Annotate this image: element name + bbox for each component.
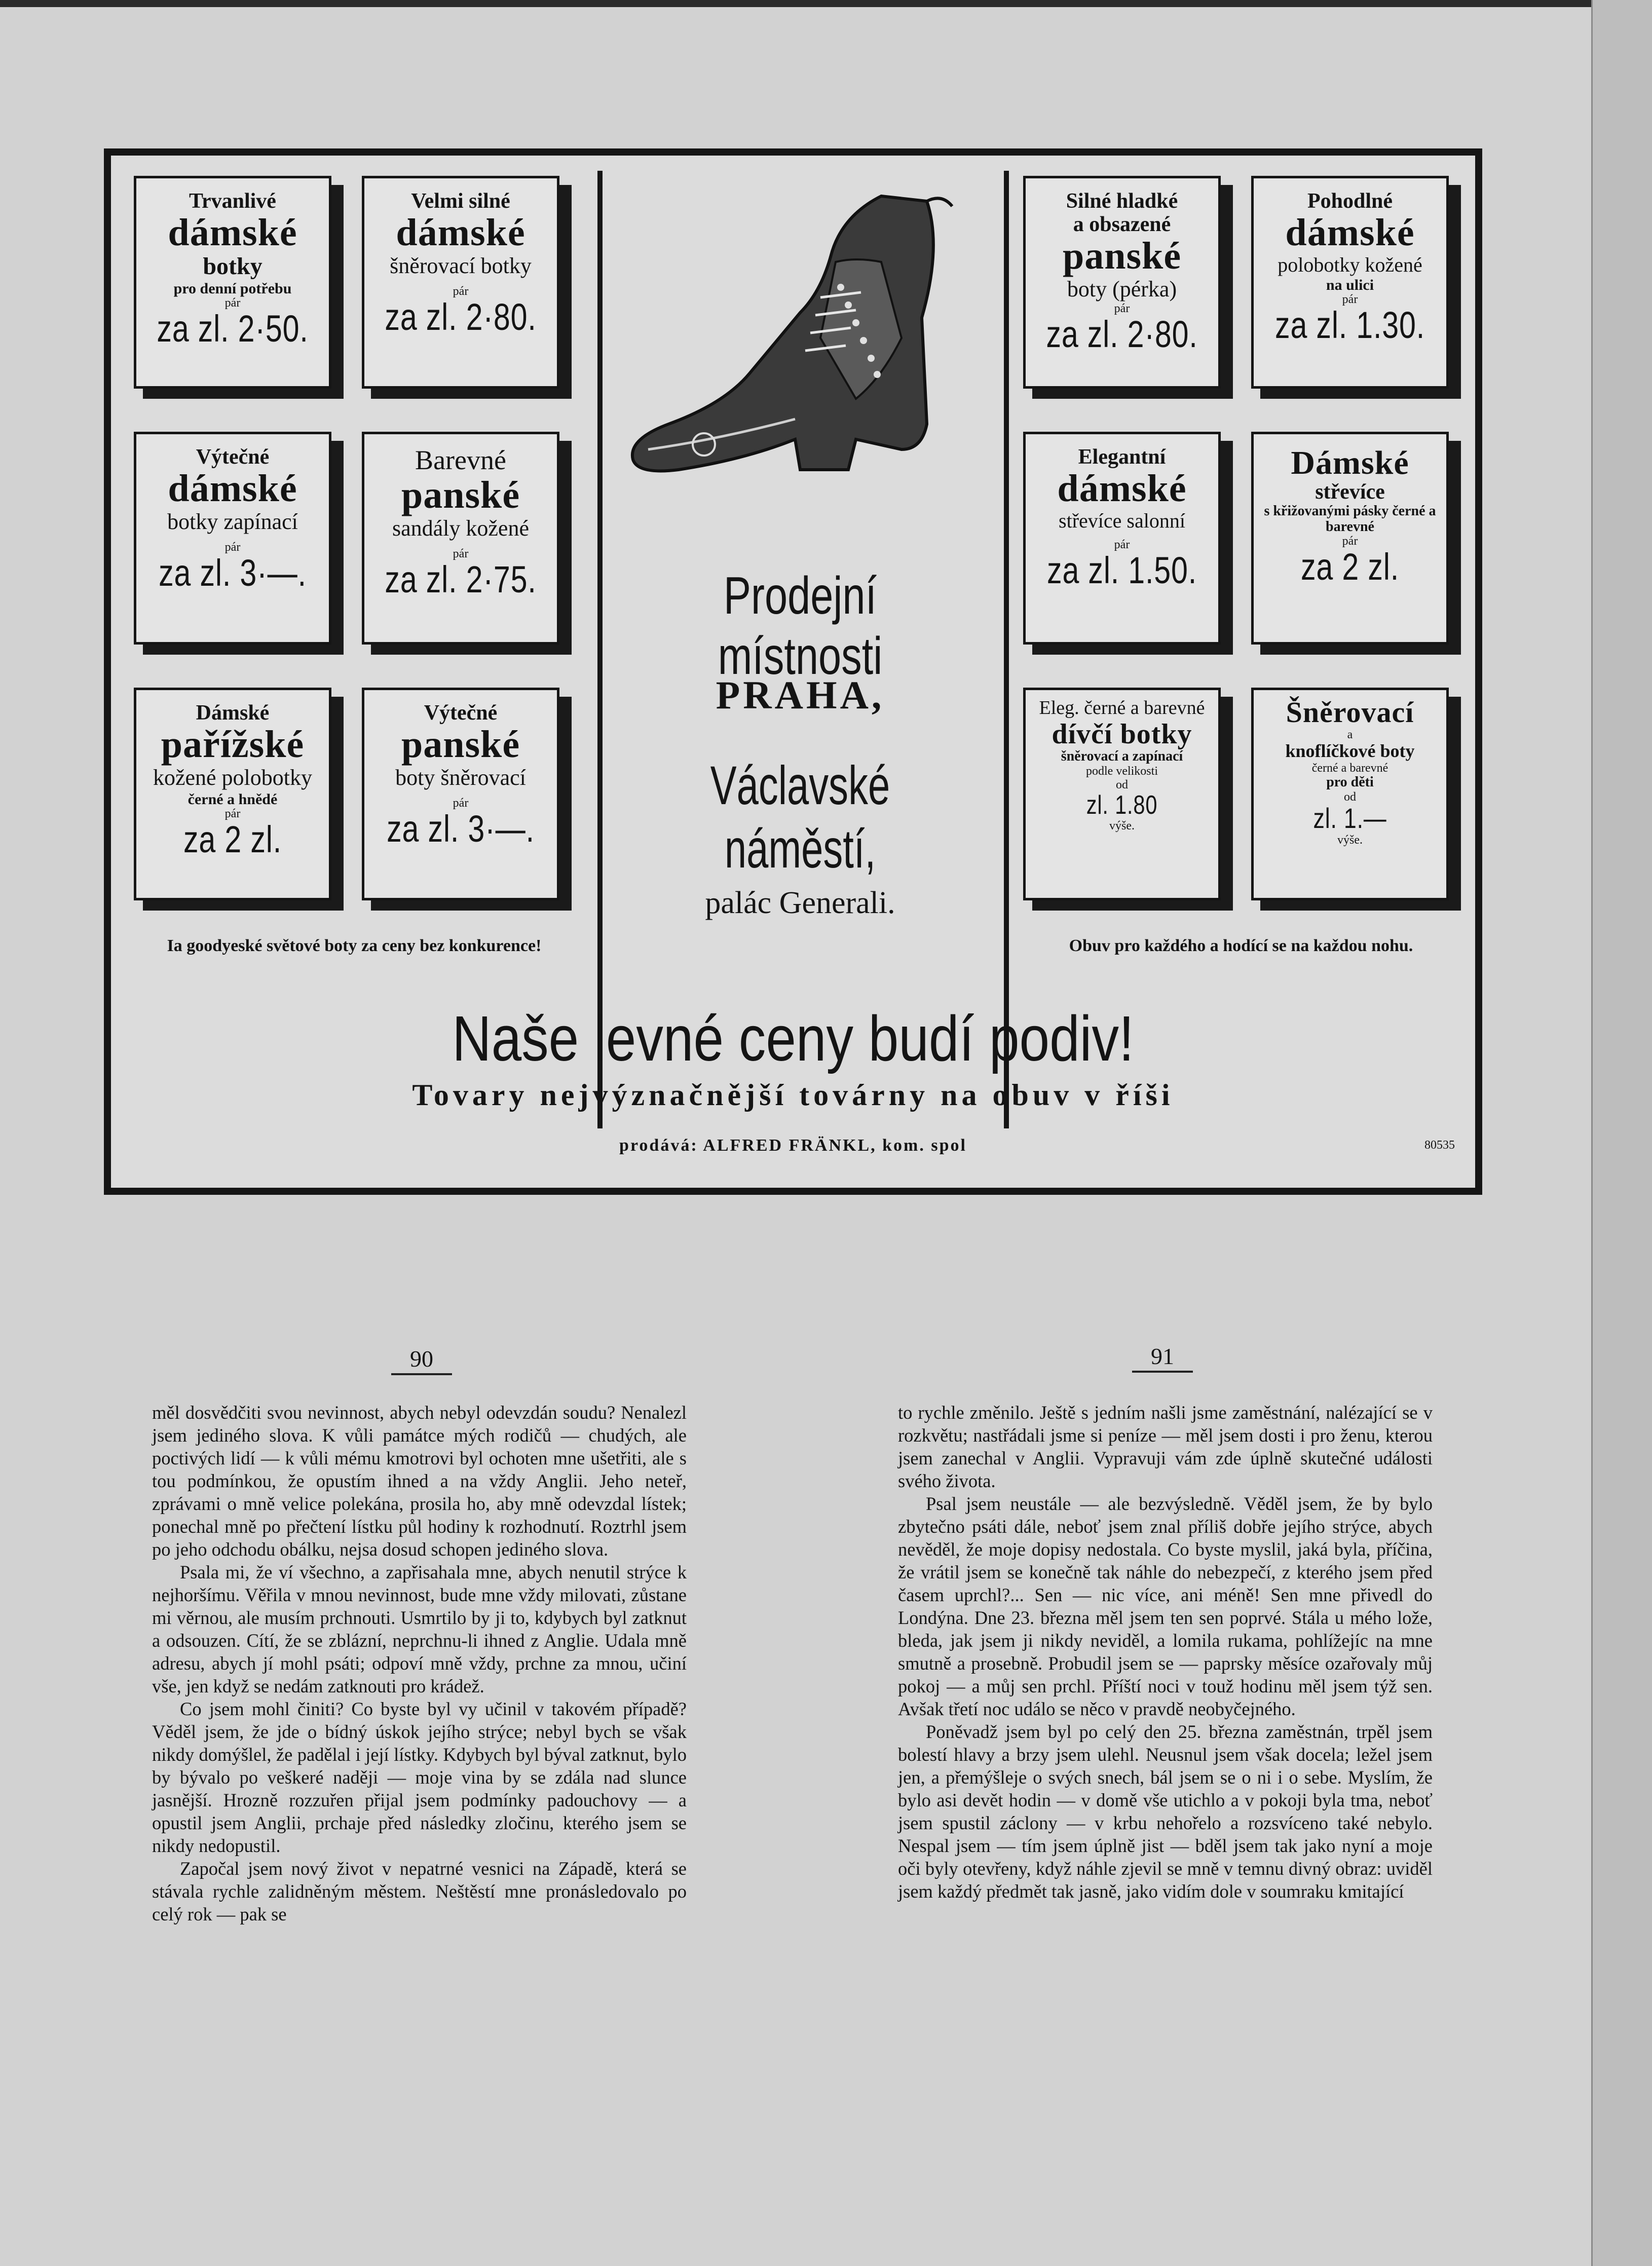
box-line: sandály kožené: [392, 516, 529, 541]
box-line: Trvanlivé: [189, 190, 276, 213]
box-headline: dámské: [1285, 211, 1415, 254]
page-left-text: [152, 1401, 687, 1925]
ad-box: [362, 432, 571, 655]
box-price: zl. 1.80: [1086, 790, 1158, 820]
box-line: pro denní potřebu: [173, 280, 292, 297]
ad-separator-left: [597, 171, 603, 1128]
paragraph: měl dosvědčiti svou nevinnost, abych nebyl odevzdán soudu? Nenalezl jsem jediného slova. K vůli památce mých rodičů — chudých, ale poctivých lidí — k vůli mému kmotrovi byl ochoten mne ušetřiti, ale s tou podmínkou, že opustím ihned a na vždy Anglii. Jeho neteř, zprávami o mně velice polekána, prosila ho, aby mně odevzdal lístek; ponechal mně po přečtení lístku půl hodiny k rozhodnutí. Roztrhl jsem po jeho odchodu obálku, nejsa dosud schopen jediného slova.: [152, 1402, 687, 1560]
page-number-right: 91: [1151, 1343, 1174, 1369]
box-line: Dámské: [196, 701, 270, 725]
ad-box: [1023, 688, 1232, 911]
box-price: za zl. 2·75.: [385, 558, 537, 600]
box-line: Elegantní: [1078, 445, 1166, 469]
box-line: od: [1116, 778, 1128, 791]
box-line: Velmi silné: [411, 190, 510, 213]
box-line: Eleg. černé a barevné: [1039, 697, 1205, 719]
ad-factory-line: Tovary nejvýznačnější továrny na obuv v říši: [412, 1078, 1174, 1112]
box-price: za zl. 2·50.: [157, 307, 309, 350]
shop-street: Václavské náměstí,: [710, 754, 890, 879]
box-headline: Dámské: [1291, 444, 1409, 481]
box-unit: pár: [453, 547, 469, 560]
box-unit: pár: [224, 540, 241, 554]
box-line: knoflíčkové boty: [1285, 741, 1415, 762]
box-headline: panské: [1062, 235, 1182, 278]
box-headline: panské: [401, 474, 520, 517]
box-line: střevíce salonní: [1059, 509, 1185, 532]
box-line: výše.: [1337, 834, 1363, 847]
box-headline: panské: [401, 723, 520, 766]
box-price: za 2 zl.: [1301, 546, 1399, 588]
paragraph: Psala mi, že ví všechno, a zapřisahala mne, abych nenutil strýce k nejhoršímu. Věřila v mnou nevinnost, bude mne vždy milovati, zůstane mi věrnou, ale musím prchnouti. Usmrtilo by ji to, kdybych byl zatknut a odsouzen. Cítí, že se zblázní, neprchnu-li ihned z Anglie. Udala mně adresu, abych jí mohl psáti; odpoví mně vždy, prchne za mnou, učiní vše, jen když se nedám zatknouti pro krádež.: [152, 1562, 687, 1696]
ad-seller-line: prodává: ALFRED FRÄNKL, kom. spol: [619, 1136, 967, 1155]
box-unit: pár: [1342, 535, 1358, 548]
box-line: s křižovanými pásky černé a barevné: [1264, 503, 1436, 535]
box-price: za zl. 3·—.: [387, 807, 535, 850]
scan-right-margin: [1591, 0, 1652, 2266]
box-headline: dámské: [396, 211, 525, 254]
box-price: zl. 1.—: [1313, 802, 1387, 835]
box-line: šněrovací botky: [390, 253, 532, 278]
box-headline: pařížské: [161, 723, 305, 766]
box-line: botky: [203, 252, 262, 280]
box-line: polobotky kožené: [1278, 253, 1422, 276]
box-unit: pár: [1114, 538, 1130, 551]
box-unit: pár: [1114, 301, 1130, 315]
box-price: za zl. 1.50.: [1047, 549, 1197, 591]
shop-heading: Prodejní místnosti: [718, 566, 883, 686]
box-line: boty (pérka): [1067, 277, 1177, 302]
box-line: na ulici: [1326, 276, 1374, 293]
notice-right: Obuv pro každého a hodící se na každou nohu.: [1069, 936, 1413, 955]
page-right-text: [898, 1401, 1433, 1903]
page-number-left: 90: [410, 1346, 433, 1372]
box-headline: dívčí botky: [1052, 718, 1192, 750]
box-price: za zl. 2·80.: [385, 295, 537, 338]
ad-box: [1251, 432, 1460, 655]
box-headline: Šněrovací: [1286, 696, 1414, 729]
ad-box: [134, 176, 343, 399]
ad-box: [1251, 688, 1460, 911]
box-line: černé a barevné: [1311, 761, 1388, 775]
ad-number: 80535: [1424, 1139, 1455, 1152]
box-line: Barevné: [415, 445, 506, 475]
paragraph: Psal jsem neustále — ale bezvýsledně. Věděl jsem, že by bylo zbytečno psáti dále, neboť jsem znal příliš dobře jejího strýce, abych nevěděl, že moje dopisy nedostala. Co byste myslil, jaká byla, příčina, že vrátil jsem se konečně tak náhle do nebezpečí, z kterého jsem před časem uprchl?... Sen — nic více, ani méně! Sen mne přivedl do Londýna. Dne 23. března měl jsem ten sen poprvé. Stála u mého lože, bleda, jak jsem ji nikdy neviděl, a lomila rukama, pohlížejíc na mne smutně a prosebně. Probudil jsem se — paprsky měsíce ozařovaly můj pokoj — a můj sen prchl. Příští noci v touž hodinu měl jsem týž sen. Avšak třetí noc událo se něco v pravdě neobyčejného.: [898, 1493, 1433, 1719]
box-line: střevíce: [1315, 480, 1385, 504]
shop-city: PRAHA,: [716, 673, 885, 717]
box-headline: dámské: [168, 211, 297, 254]
box-unit: pár: [224, 296, 241, 310]
ad-box: [1251, 176, 1460, 399]
box-line: Výtečné: [424, 701, 498, 725]
scan-top-edge: [0, 0, 1591, 7]
notice-left: Ia goodyeské světové boty za ceny bez konkurence!: [167, 936, 542, 955]
ad-box: [362, 176, 571, 399]
box-line: botky zapínací: [167, 509, 298, 534]
ad-box: [1023, 176, 1232, 399]
ad-box: [1023, 432, 1232, 655]
ad-box: [362, 688, 571, 911]
box-line: černé a hnědé: [187, 790, 278, 808]
box-price: za zl. 3·—.: [159, 551, 307, 594]
shoe-illustration-icon: [618, 186, 983, 531]
page-number-rule: [391, 1373, 452, 1375]
box-price: za 2 zl.: [183, 818, 282, 860]
box-line: kožené polobotky: [153, 765, 313, 790]
ad-box: [134, 688, 343, 911]
page-number-rule: [1132, 1371, 1193, 1373]
box-unit: pár: [1342, 292, 1358, 306]
box-line: a obsazené: [1073, 213, 1171, 237]
box-price: za zl. 2·80.: [1046, 313, 1198, 355]
ad-slogan: Naše levné ceny budí podiv!: [452, 1003, 1134, 1074]
shoe-advertisement: [104, 148, 1482, 1195]
box-headline: dámské: [1057, 467, 1187, 510]
box-line: Pohodlné: [1307, 190, 1393, 213]
box-price: za zl. 1.30.: [1275, 304, 1425, 346]
ad-box: [134, 432, 343, 655]
box-line: a: [1347, 728, 1353, 741]
box-line: Silné hladké: [1066, 190, 1178, 213]
paragraph: Poněvadž jsem byl po celý den 25. března zaměstnán, trpěl jsem bolestí hlavy a brzy jsem ulehl. Neusnul jsem však docela; ležel jsem jen, a přemýšleje o svých snech, bál jsem se o ni i o sebe. Myslím, že bylo asi devět hodin — v domě vše utichlo a v pokoji byla tma, neboť jsem spustil záclony — v krbu nehořelo a rozsvíceno také nebylo. Nespal jsem — tím jsem úplně jist — bděl jsem tak jako nyní a moje oči byly otevřeny, když náhle zjevil se mně v temnu divný obraz: uviděl jsem každý předmět tak jasně, jako vidím dole v soumraku kmitající: [898, 1721, 1433, 1902]
box-headline: dámské: [168, 467, 297, 510]
box-line: podle velikosti: [1086, 765, 1158, 778]
box-line: výše.: [1109, 819, 1135, 833]
shop-building: palác Generali.: [705, 886, 895, 920]
paragraph: Co jsem mohl činiti? Co byste byl vy učinil v takovém případě? Věděl jsem, že jde o bídný úskok jejího strýce; nebyl bych se však nikdy domýšlel, že padělal i její lístky. Kdybych byl býval zatknut, bylo by bývalo po veškeré naději — moje vina by se zdála nad slunce jasnější. Hrozně rozzuřen přijal jsem podmínky padouchovy — a opustil jsem Anglii, prchaje před následky zločinu, kterého jsem se nikdy nedopustil.: [152, 1698, 687, 1856]
box-unit: pár: [453, 796, 469, 810]
paragraph: Započal jsem nový život v nepatrné vesnici na Západě, která se stávala rychle zalidněným městem. Neštěstí mne pronásledovalo po celý rok — pak se: [152, 1858, 687, 1924]
ad-separator-right: [1004, 171, 1009, 1128]
box-line: pro děti: [1326, 774, 1374, 790]
box-unit: pár: [453, 284, 469, 298]
paragraph: to rychle změnilo. Ještě s jedním našli jsme zaměstnání, nalézající se v rozkvětu; nastřádali jsme si peníze — měl jsem dosti i pro ženu, kterou jsem zanechal v Anglii. Vypravuji vám zde úplně skutečné události svého života.: [898, 1402, 1433, 1491]
box-line: od: [1344, 790, 1356, 804]
box-line: Výtečné: [196, 445, 270, 469]
box-unit: pár: [224, 807, 241, 820]
box-line: šněrovací a zapínací: [1061, 748, 1183, 765]
box-line: boty šněrovací: [395, 765, 526, 790]
